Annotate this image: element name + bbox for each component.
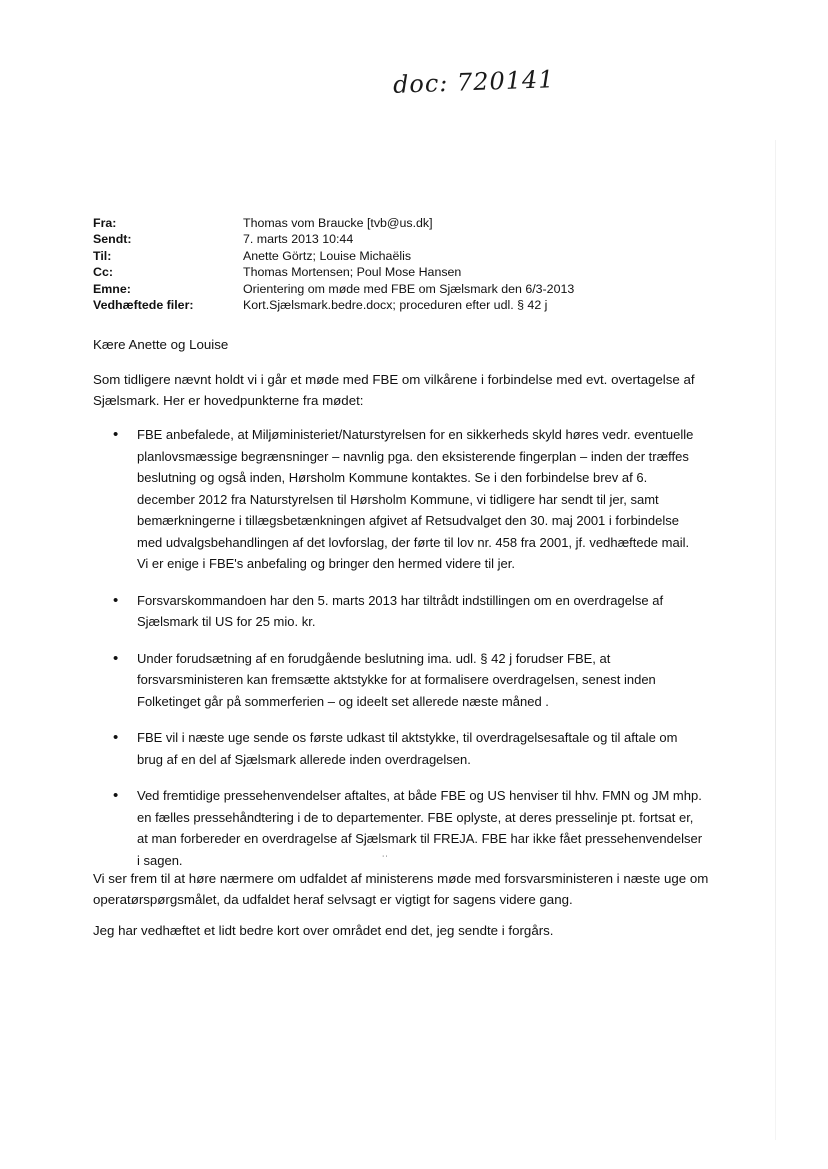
list-item: • Forsvarskommandoen har den 5. marts 2013 har tiltrådt indstillingen om en overdragelse af Sjælsmark til US for 25 mio. kr. xyxy=(93,590,703,633)
header-label: Sendt: xyxy=(93,232,132,247)
list-item: • Under forudsætning af en forudgående beslutning ima. udl. § 42 j forudser FBE, at forsvarsministeren kan fremsætte aktstykke for at formalisere overdragelsen, senest inden Folketinget går på sommerferien – og ideelt set allerede næste måned . xyxy=(93,648,703,713)
scan-edge-line xyxy=(775,140,776,1140)
header-row-sent xyxy=(93,231,574,247)
header-label: Cc: xyxy=(93,265,113,280)
header-value: Thomas Mortensen; Poul Mose Hansen xyxy=(243,265,462,280)
header-label: Vedhæftede filer: xyxy=(93,297,194,312)
header-value: 7. marts 2013 10:44 xyxy=(243,232,354,247)
list-item: • FBE anbefalede, at Miljøministeriet/Naturstyrelsen for en sikkerheds skyld høres vedr. eventuelle planlovsmæssige begrænsninger – navnlig pga. den eksisterende fingerplan – inden der træffes beslutning og også inden, Hørsholm Kommune kontaktes. Se i den forbindelse brev af 6. december 2012 fra Naturstyrelsen til Hørsholm Kommune, vi tidligere har sendt til jer, samt bemærkningerne i tillægsbetænkningen afgivet af Retsudvalget den 30. maj 2001 i forbindelse med udvalgsbehandlingen af det lovforslag, der førte til lov nr. 458 fra 2001, jf. vedhæftede mail. Vi er enige i FBE's anbefaling og bringer den hermed videre til jer. xyxy=(93,424,703,575)
email-header xyxy=(93,215,574,313)
list-item: • Ved fremtidige pressehenvendelser aftaltes, at både FBE og US henviser til hhv. FMN og JM mhp. en fælles pressehåndtering i de to departementer. FBE oplyste, at deres presselinje pt. fortsat er, at man forbereder en overdragelse af Sjælsmark til FREJA. FBE har ikke fået pressehenvendelser i sagen. xyxy=(93,785,703,871)
header-value: Kort.Sjælsmark.bedre.docx; proceduren efter udl. § 42 j xyxy=(243,297,548,312)
header-row-subject xyxy=(93,281,574,297)
meeting-points-list xyxy=(93,424,703,886)
header-value: Anette Görtz; Louise Michaëlis xyxy=(243,248,412,263)
greeting: Kære Anette og Louise xyxy=(93,337,229,352)
list-item: • FBE vil i næste uge sende os første udkast til aktstykke, til overdragelsesaftale og til aftale om brug af en del af Sjælsmark allerede inden overdragelsen. xyxy=(93,727,703,770)
scan-mark: ˙˙ xyxy=(382,855,389,866)
header-row-cc xyxy=(93,264,574,280)
header-row-attachments xyxy=(93,297,574,313)
header-value: Thomas vom Braucke [tvb@us.dk] xyxy=(243,216,433,230)
header-label: Til: xyxy=(93,248,112,263)
header-label: Emne: xyxy=(93,281,131,296)
intro-paragraph: Som tidligere nævnt holdt vi i går et møde med FBE om vilkårene i forbindelse med evt. overtagelse af Sjælsmark. Her er hovedpunkterne fra mødet: xyxy=(93,372,695,408)
attachment-note: Jeg har vedhæftet et lidt bedre kort over området end det, jeg sendte i forgårs. xyxy=(93,923,554,938)
header-value: Orientering om møde med FBE om Sjælsmark den 6/3-2013 xyxy=(243,281,575,296)
header-row-from xyxy=(93,215,574,231)
handwritten-doc-number: doc: 720141 xyxy=(392,65,556,99)
header-row-to xyxy=(93,248,574,264)
closing-paragraph: Vi ser frem til at høre nærmere om udfaldet af ministerens møde med forsvarsministeren i næste uge om operatørspørgsmålet, da udfaldet heraf selvsagt er vigtigt for sagens videre gang. xyxy=(93,871,709,907)
header-label: Fra: xyxy=(93,216,117,230)
